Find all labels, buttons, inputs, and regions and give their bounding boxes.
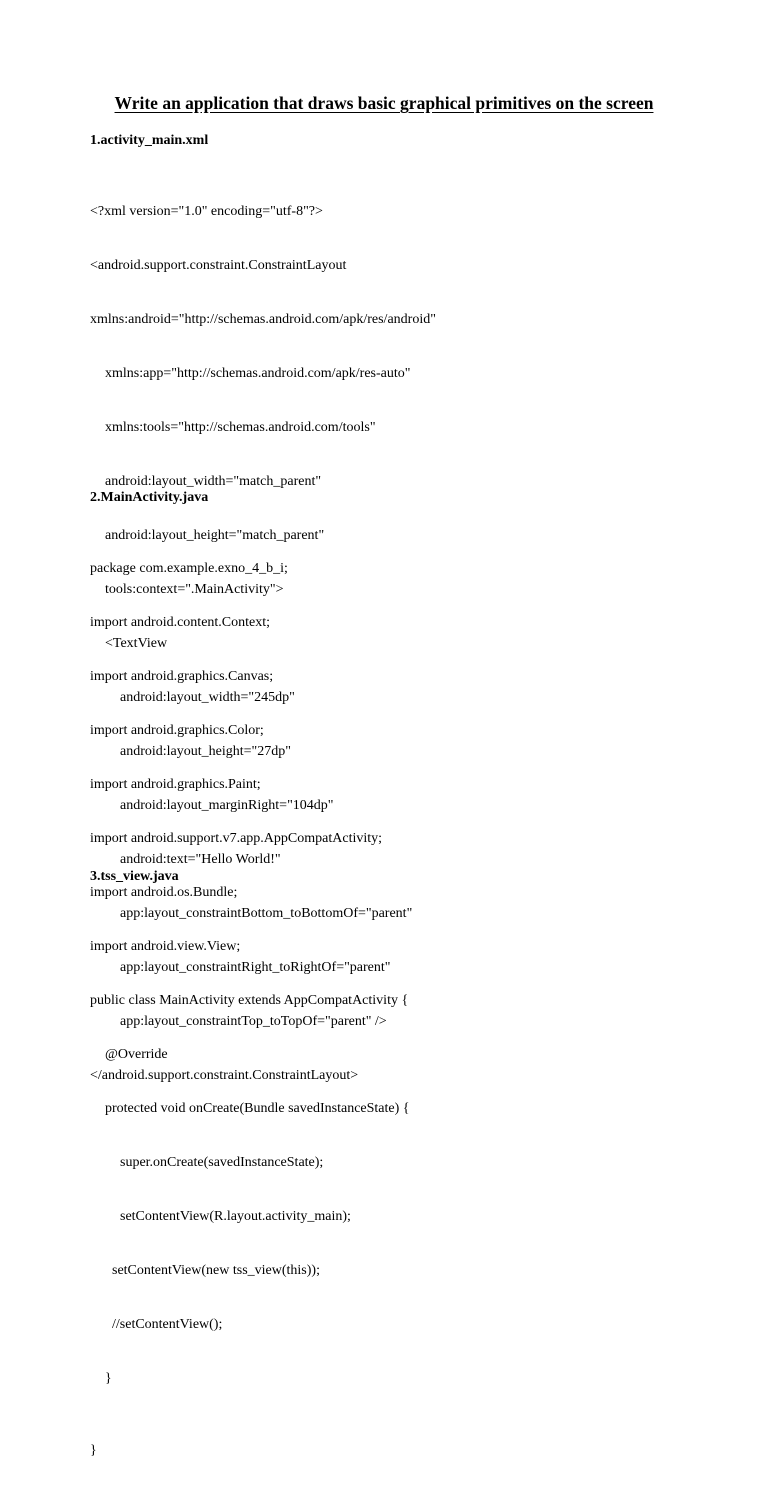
- code-line: android:layout_height="match_parent": [105, 528, 325, 543]
- code-line: <?xml version="1.0" encoding="utf-8"?>: [90, 204, 323, 219]
- code-line: import android.graphics.Paint;: [90, 777, 261, 792]
- code-line: android:layout_width="245dp": [120, 690, 295, 705]
- document-title: Write an application that draws basic graphical primitives on the screen: [114, 93, 654, 113]
- code-line: </android.support.constraint.ConstraintLayout>: [90, 1068, 359, 1083]
- code-line: import android.os.Bundle;: [90, 885, 238, 900]
- code-line: public class MainActivity extends AppCompatActivity {: [90, 993, 409, 1008]
- code-line: app:layout_constraintBottom_toBottomOf="parent": [120, 906, 413, 921]
- code-line: super.onCreate(savedInstanceState);: [120, 1155, 324, 1170]
- code-line: app:layout_constraintRight_toRightOf="parent": [120, 960, 391, 975]
- code-line: setContentView(R.layout.activity_main);: [120, 1209, 351, 1224]
- code-line: app:layout_constraintTop_toTopOf="parent" />: [120, 1014, 387, 1029]
- code-line: import android.content.Context;: [90, 615, 271, 630]
- code-line: setContentView(new tss_view(this));: [112, 1263, 320, 1278]
- code-line: xmlns:app="http://schemas.android.com/apk/res-auto": [105, 366, 411, 381]
- code-line: import android.graphics.Canvas;: [90, 669, 274, 684]
- code-line: }: [90, 1443, 97, 1458]
- section-heading-main-activity: 2.MainActivity.java: [90, 490, 209, 505]
- code-line: import android.view.View;: [90, 939, 241, 954]
- code-line: xmlns:tools="http://schemas.android.com/tools": [105, 420, 376, 435]
- code-line: package com.example.exno_4_b_i;: [90, 561, 288, 576]
- code-line: }: [105, 1371, 112, 1386]
- code-line: android:layout_height="27dp": [120, 744, 291, 759]
- code-line: <TextView: [105, 636, 168, 651]
- code-line: xmlns:android="http://schemas.android.com/apk/res/android": [90, 312, 436, 327]
- section-heading-activity-main: 1.activity_main.xml: [90, 133, 209, 148]
- code-line: tools:context=".MainActivity">: [105, 582, 284, 597]
- code-block-main-activity: [90, 524, 410, 1496]
- code-line: <android.support.constraint.ConstraintLayout: [90, 258, 347, 273]
- code-line: @Override: [105, 1047, 168, 1062]
- code-line: android:text="Hello World!": [120, 852, 281, 867]
- code-line: import android.graphics.Color;: [90, 723, 264, 738]
- code-line: android:layout_width="match_parent": [105, 474, 322, 489]
- code-line: import android.support.v7.app.AppCompatActivity;: [90, 831, 383, 846]
- code-line: protected void onCreate(Bundle savedInstanceState) {: [105, 1101, 410, 1116]
- code-line: android:layout_marginRight="104dp": [120, 798, 334, 813]
- code-line: //setContentView();: [112, 1317, 223, 1332]
- section-heading-tss-view: 3.tss_view.java: [90, 869, 179, 884]
